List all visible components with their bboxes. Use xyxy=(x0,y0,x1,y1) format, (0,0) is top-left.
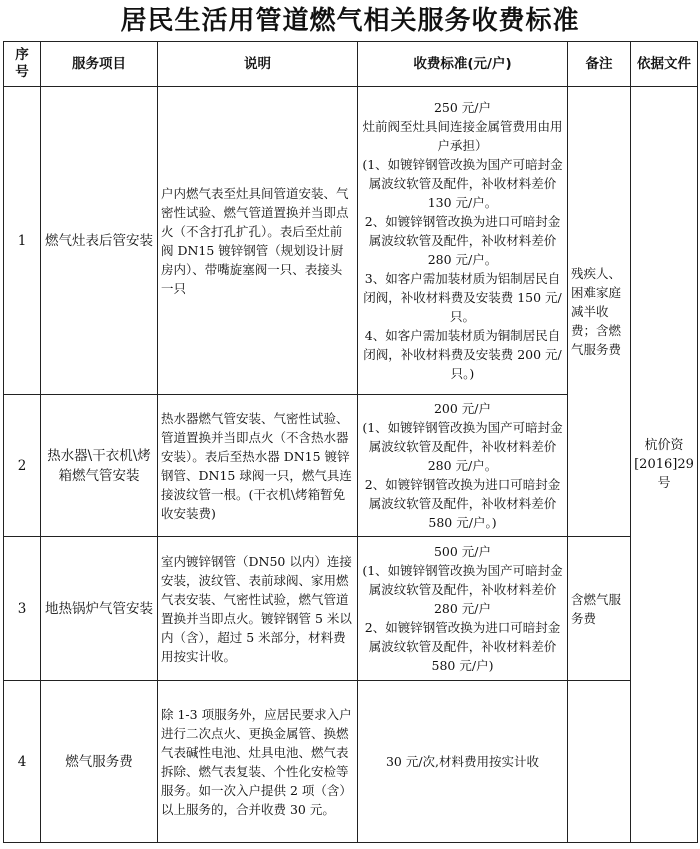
service-description: 除 1-3 项服务外，应居民要求入户进行二次点火、更换金属管、换燃气表碱性电池、灶具电池、燃气表拆除、燃气表复装、个性化安检等服务。如一次入户提供 2 项（含）以上服务的，合并收费 30 元。 xyxy=(158,681,358,843)
fee-standard xyxy=(358,681,568,843)
fee-standard xyxy=(358,395,568,537)
row-number: 1 xyxy=(4,87,41,395)
page-title: 居民生活用管道燃气相关服务收费标准 xyxy=(120,6,580,36)
fee-line: 2、如镀锌钢管改换为进口可暗封金属波纹软管及配件，补收材料差价 580 元/户) xyxy=(364,620,561,673)
fee-line: 3、如客户需加装材质为铝制居民自闭阀，补收材料费及安装费 150 元/只。 xyxy=(363,271,562,324)
service-item: 燃气服务费 xyxy=(41,681,158,843)
fee-line: 200 元/户 xyxy=(433,401,492,416)
service-item: 地热锅炉气管安装 xyxy=(41,537,158,681)
fee-line: 30 元/次,材料费用按实计收 xyxy=(385,754,540,769)
service-description: 户内燃气表至灶具间管道安装、气密性试验、燃气管道置换并当即点火（不含打孔扩孔）。表后至灶前阀 DN15 镀锌钢管（规划设计厨房内）、带嘴旋塞阀一只、表接头一只 xyxy=(158,87,358,395)
fee-line: 2、如镀锌钢管改换为进口可暗封金属波纹软管及配件，补收材料差价 280 元/户。 xyxy=(364,214,561,267)
service-item: 热水器\干衣机\烤箱燃气管安装 xyxy=(41,395,158,537)
header-note: 备注 xyxy=(568,42,631,87)
remark-cell xyxy=(568,681,631,843)
row-number: 3 xyxy=(4,537,41,681)
fee-line: (1、如镀锌钢管改换为国产可暗封金属波纹软管及配件，补收材料差价 280 元/户。 xyxy=(362,420,563,473)
table-row xyxy=(4,87,698,395)
header-basis: 依据文件 xyxy=(631,42,698,87)
fee-standard xyxy=(358,537,568,681)
header-row xyxy=(4,42,698,87)
remark-cell: 残疾人、困难家庭减半收费；含燃气服务费 xyxy=(568,87,631,537)
basis-document: 杭价资[2016]29 号 xyxy=(631,87,698,843)
fee-table xyxy=(3,41,698,843)
header-std: 收费标准(元/户) xyxy=(358,42,568,87)
service-description: 热水器燃气管安装、气密性试验、管道置换并当即点火（不含热水器安装）。表后至热水器 DN15 镀锌钢管、DN15 球阀一只，燃气具连接波纹管一根。(干衣机\烤箱暂免收安装费) xyxy=(158,395,358,537)
fee-line: 250 元/户 xyxy=(433,100,492,115)
header-desc: 说明 xyxy=(158,42,358,87)
service-description: 室内镀锌钢管（DN50 以内）连接安装，波纹管、表前球阀、家用燃气表安装、气密性试验，燃气管道置换并当即点火。镀锌钢管 5 米以内（含），超过 5 米部分，材料费用按实计收。 xyxy=(158,537,358,681)
fee-line: (1、如镀锌钢管改换为国产可暗封金属波纹软管及配件，补收材料差价 130 元/户。 xyxy=(362,157,563,210)
fee-line: 4、如客户需加装材质为铜制居民自闭阀，补收材料费及安装费 200 元/只。) xyxy=(363,328,562,381)
fee-line: 500 元/户 xyxy=(433,544,492,559)
fee-standard xyxy=(358,87,568,395)
row-number: 2 xyxy=(4,395,41,537)
table-row xyxy=(4,681,698,843)
table-row xyxy=(4,537,698,681)
fee-line: (1、如镀锌钢管改换为国产可暗封金属波纹软管及配件，补收材料差价 280 元/户 xyxy=(362,563,563,616)
remark-cell: 含燃气服务费 xyxy=(568,537,631,681)
header-no: 序号 xyxy=(4,42,41,87)
header-item: 服务项目 xyxy=(41,42,158,87)
service-item: 燃气灶表后管安装 xyxy=(41,87,158,395)
fee-line: 灶前阀至灶具间连接金属管费用由用户承担） xyxy=(362,119,563,153)
fee-line: 2、如镀锌钢管改换为进口可暗封金属波纹软管及配件，补收材料差价 580 元/户。) xyxy=(364,477,561,530)
row-number: 4 xyxy=(4,681,41,843)
